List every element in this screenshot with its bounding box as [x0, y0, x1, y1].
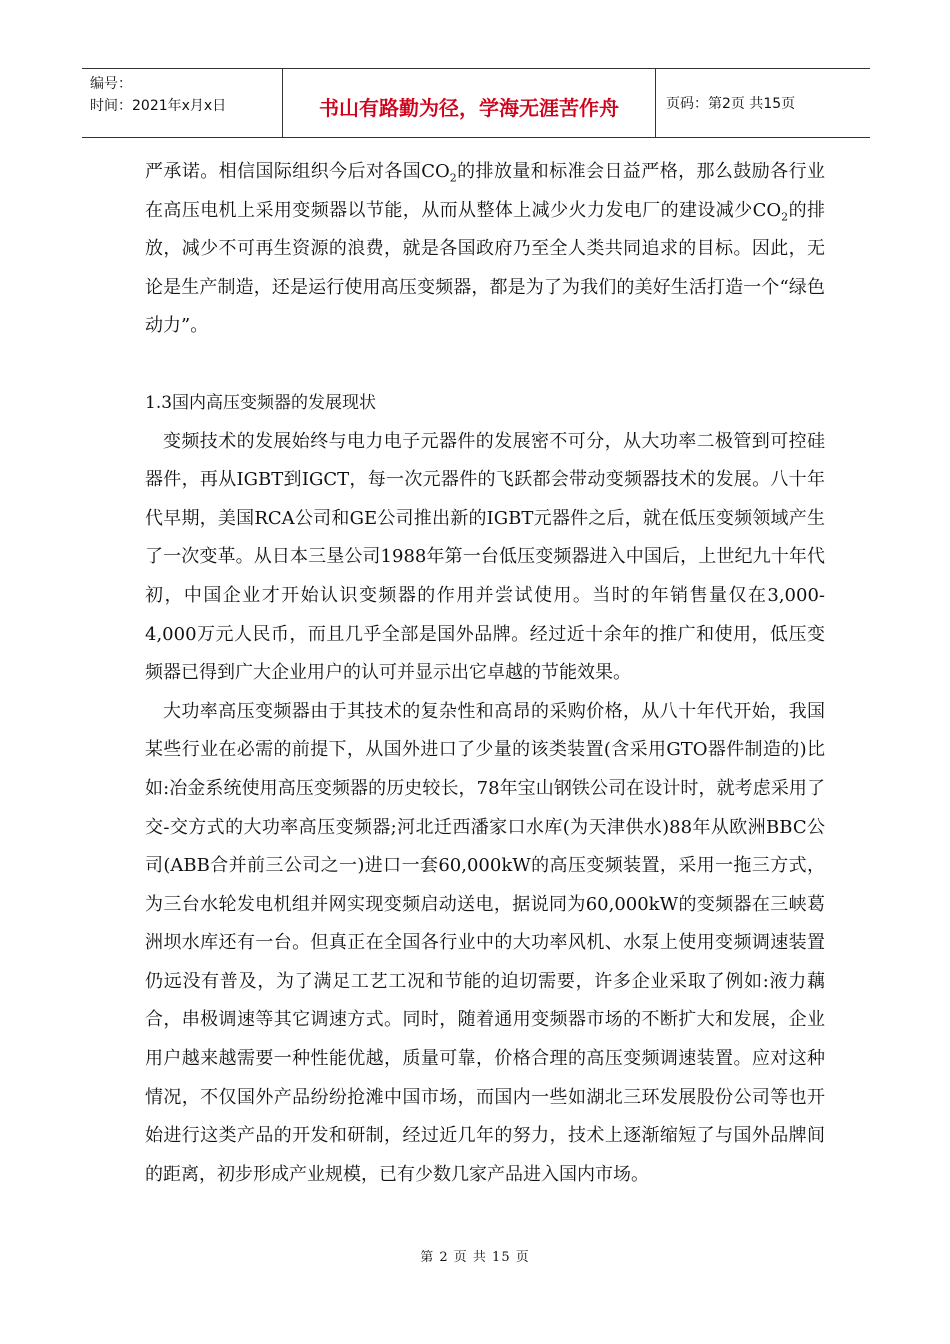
- header-motto: [282, 69, 656, 137]
- section-heading: 1.3国内高压变频器的发展现状: [145, 392, 377, 413]
- header-page-info: [656, 69, 870, 137]
- document-number-label: 编号：: [90, 76, 132, 92]
- paragraph-co2-commitment: [145, 153, 825, 346]
- document-body: [145, 153, 825, 1194]
- subscript: 2: [449, 171, 457, 185]
- paragraph-low-voltage-history: 变频技术的发展始终与电力电子元器件的发展密不可分，从大功率二极管到可控硅器件，再从IGBT到IGCT，每一次元器件的飞跃都会带动变频器技术的发展。八十年代早期，美国RCA公司和GE公司推出新的IGBT元器件之后，就在低压变频领域产生了一次变革。从日本三垦公司1988年第一台低压变频器进入中国后，上世纪九十年代初，中国企业才开始认识变频器的作用并尝试使用。当时的年销售量仅在3,000-4,000万元人民币，而且几乎全部是国外品牌。经过近十余年的推广和使用，低压变频器已得到广大企业用户的认可并显示出它卓越的节能效果。: [145, 430, 825, 684]
- paragraph-text: 严承诺。相信国际组织今后对各国CO: [145, 161, 450, 182]
- paragraph-high-voltage-history: 大功率高压变频器由于其技术的复杂性和高昂的采购价格，从八十年代开始，我国某些行业在必需的前提下，从国外进口了少量的该类装置(含采用GTO器件制造的)比如:冶金系统使用高压变频器的历史较长，78年宝山钢铁公司在设计时，就考虑采用了交-交方式的大功率高压变频器;河北迁西潘家口水库(为天津供水)88年从欧洲BBC公司(ABB合并前三公司之一)进口一套60,000kW的高压变频装置，采用一拖三方式，为三台水轮发电机组并网实现变频启动送电，据说同为60,000kW的变频器在三峡葛洲坝水库还有一台。但真正在全国各行业中的大功率风机、水泵上使用变频调速装置仍远没有普及，为了满足工艺工况和节能的迫切需要，许多企业采取了例如:液力藕合，串极调速等其它调速方式。同时，随着通用变频器市场的不断扩大和发展，企业用户越来越需要一种性能优越，质量可靠，价格合理的高压变频调速装置。应对这种情况，不仅国外产品纷纷抢滩中国市场，而国内一些如湖北三环发展股份公司等也开始进行这类产品的开发和研制，经过近几年的努力，技术上逐渐缩短了与国外品牌间的距离，初步形成产业规模，已有少数几家产品进入国内市场。: [145, 700, 825, 1185]
- subscript: 2: [781, 210, 789, 224]
- document-date: 时间：2021年x月x日: [90, 98, 227, 114]
- paragraph-spacer: [145, 346, 825, 384]
- page-footer: 第 2 页 共 15 页: [420, 1250, 530, 1265]
- paragraph-text: 的排放，减少不可再生资源的浪费，就是各国政府乃至全人类共同追求的目标。因此，无论是生产制造，还是运行使用高压变频器，都是为了为我们的美好生活打造一个“绿色动力”。: [145, 199, 825, 337]
- header-meta: [82, 69, 282, 137]
- motto-text: 书山有路勤为径，学海无涯苦作舟: [319, 95, 619, 120]
- page-header: [82, 68, 870, 138]
- page-info-text: 页码：第2页 共15页: [666, 96, 796, 112]
- paragraph-text: 的排放量和标准会日益严格，那么鼓励各行业在高压电机上采用变频器以节能，从而从整体上减少火力发电厂的建设减少CO: [145, 161, 826, 221]
